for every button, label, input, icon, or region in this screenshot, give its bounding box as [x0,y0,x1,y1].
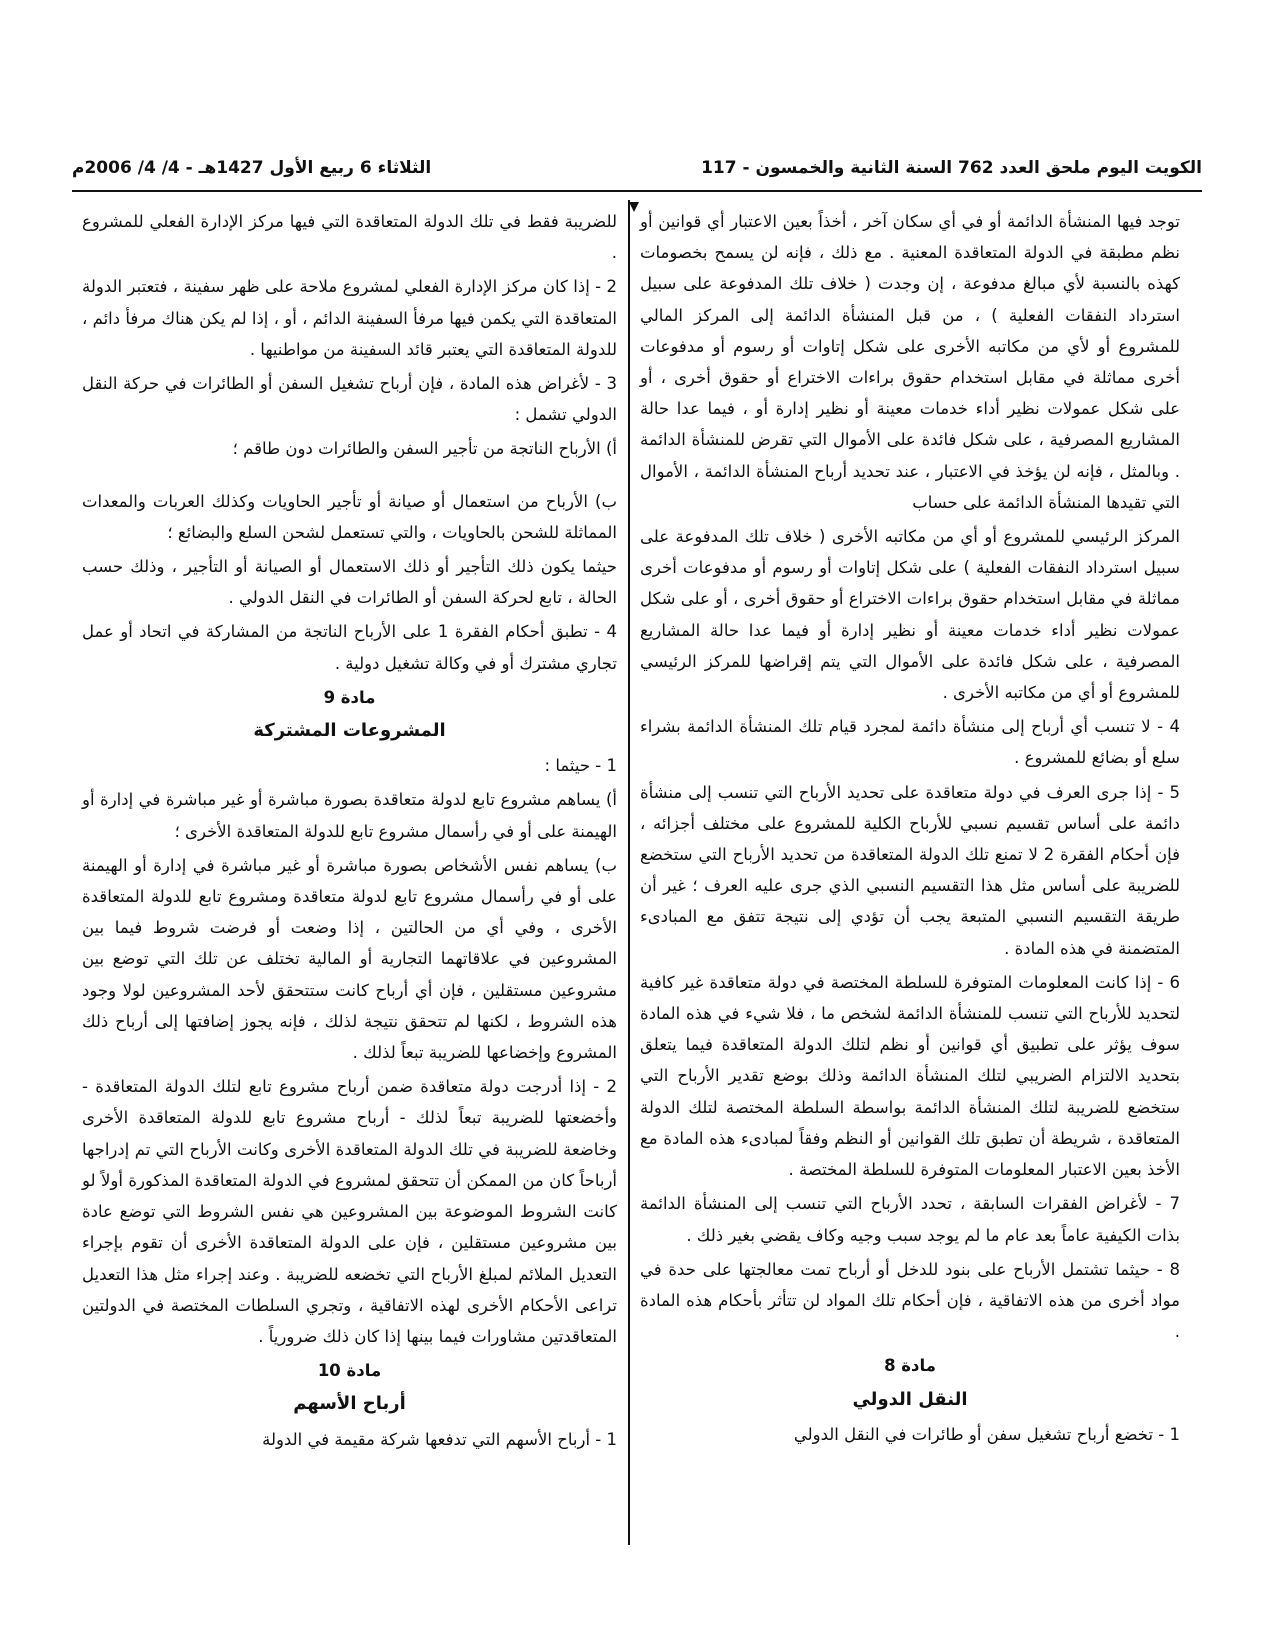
right-column [640,206,1180,1453]
divider-arrow-mark [628,200,640,212]
article-10-title: أرباح الأسهم [293,1393,406,1415]
header-right [701,158,1202,178]
page-number: 117 [701,158,737,178]
issue-date: الثلاثاء 6 ربيع الأول 1427هـ - 4/ 4/ 2006م [72,158,432,178]
left-paragraph: 3 - لأغراض هذه المادة ، فإن أرباح تشغيل السفن أو الطائرات في حركة النقل الدولي تشمل : [82,374,617,425]
article-9-paragraph: أ) يساهم مشروع تابع لدولة متعاقدة بصورة مباشرة أو غير مباشرة في إدارة أو الهيمنة على أو في رأسمال مشروع تابع للدولة المتعاقدة الأخرى ؛ [82,790,617,841]
right-paragraph: 4 - لا تنسب أي أرباح إلى منشأة دائمة لمجرد قيام تلك المنشأة الدائمة بشراء سلع أو بضائع للمشروع . [640,717,1180,768]
page-header [72,156,1202,192]
article-9-number: مادة 9 [323,687,376,707]
article-9-paragraph: ب) يساهم نفس الأشخاص بصورة مباشرة أو غير مباشرة في إدارة أو الهيمنة على أو في رأسمال مشروع تابع لدولة متعاقدة ومشروع تابع للدولة المتعاقدة الأخرى ، وفي أي من الحالتين ، إذا وضعت أو فرضت شروط فيما بين المشروعين في علاقاتهما التجارية أو المالية تختلف عن تلك التي توضع بين مشروعين مستقلين ، فإن أي أرباح كانت ستتحقق لأحد المشروعين لولا وجود هذه الشروط ، لكنها لم تتحقق نتيجة لذلك ، فإنه يجوز إضافتها إلى أرباح ذلك المشروع وإخضاعها للضريبة تبعاً لذلك . [82,855,617,1063]
right-paragraph: المركز الرئيسي للمشروع أو أي من مكاتبه الأخرى ( خلاف تلك المدفوعة على سبيل استرداد النفقات الفعلية ) على شكل إتاوات أو رسوم أو مدفوعات أخرى مماثلة في مقابل استخدام حقوق براءات الاختراع أو حقوق أخرى ، أو على شكل عمولات نظير أداء خدمات معينة أو نظير إدارة أو فيما عدا حالة المشاريع المصرفية ، على شكل فائدة على الأموال التي يتم إقراضها للمركز الرئيسي للمشروع أو أي من مكاتبه الأخرى . [640,527,1180,703]
right-paragraph: 5 - إذا جرى العرف في دولة متعاقدة على تحديد الأرباح التي تنسب إلى منشأة دائمة على أساس تقسيم نسبي للأرباح الكلية للمشروع على مختلف أجزائه ، فإن أحكام الفقرة 2 لا تمنع تلك الدولة المتعاقدة من تحديد الأرباح التي ستخضع للضريبة على أساس مثل هذا التقسيم النسبي الذي جرى عليه العرف ؛ غير أن طريقة التقسيم النسبي المتبعة يجب أن تؤدي إلى نتيجة تتفق مع المبادىء المتضمنة في هذه المادة . [640,782,1180,958]
left-paragraph: للضريبة فقط في تلك الدولة المتعاقدة التي فيها مركز الإدارة الفعلي للمشروع . [82,212,617,263]
article-10-first-line: 1 - أرباح الأسهم التي تدفعها شركة مقيمة في الدولة [262,1429,617,1449]
article-8-first-line: 1 - تخضع أرباح تشغيل سفن أو طائرات في النقل الدولي [793,1424,1180,1444]
article-8-number: مادة 8 [884,1356,936,1376]
left-paragraph: 4 - تطبق أحكام الفقرة 1 على الأرباح الناتجة من المشاركة في اتحاد أو عمل تجاري مشترك أو في وكالة تشغيل دولية . [82,622,617,673]
article-8-title: النقل الدولي [852,1388,968,1410]
left-paragraph: 2 - إذا كان مركز الإدارة الفعلي لمشروع ملاحة على ظهر سفينة ، فتعتبر الدولة المتعاقدة التي يكمن فيها مرفأ السفينة الدائم ، أو ، إذا لم يكن هناك مرفأ دائم ، للدولة المتعاقدة التي يعتبر قائد السفينة من مواطنيها . [82,277,617,359]
right-paragraph: 6 - إذا كانت المعلومات المتوفرة للسلطة المختصة في دولة متعاقدة غير كافية لتحديد للأرباح التي تنسب للمنشأة الدائمة لشخص ما ، فلا شيء في هذه المادة سوف يؤثر على تطبيق أي قوانين أو نظم لتلك الدولة المتعاقدة فيما يتعلق بتحديد الالتزام الضريبي لتلك المنشأة الدائمة وذلك بوضع تقدير الأرباح التي ستخضع للضريبة لتلك المنشأة الدائمة بواسطة السلطة المختصة لتلك الدولة المتعاقدة ، شريطة أن تطبق تلك القوانين أو النظم وفقاً لمبادىء هذه المادة مع الأخذ بعين الاعتبار المعلومات المتوفرة للسلطة المختصة . [640,972,1180,1180]
left-paragraph: حيثما يكون ذلك التأجير أو ذلك الاستعمال أو الصيانة أو التأجير ، وذلك حسب الحالة ، تابع لحركة السفن أو الطائرات في النقل الدولي . [82,557,617,608]
gazette-title: الكويت اليوم ملحق العدد 762 السنة الثانية والخمسون - [742,158,1202,178]
column-divider [628,200,630,1545]
spacer [82,468,617,486]
right-paragraph: 8 - حيثما تشتمل الأرباح على بنود للدخل أو أرباح تمت معالجتها على حدة في مواد أخرى من هذه الاتفاقية ، فإن أحكام تلك المواد لن تتأثر بأحكام هذه المادة . [640,1259,1180,1342]
left-paragraph: أ) الأرباح الناتجة من تأجير السفن والطائرات دون طاقم ؛ [232,439,617,459]
article-9-title: المشروعات المشتركة [253,720,446,742]
right-paragraph: 7 - لأغراض الفقرات السابقة ، تحدد الأرباح التي تنسب إلى المنشأة الدائمة بذات الكيفية عاماً بعد عام ما لم يوجد سبب وجيه وكاف يقضي بغير ذلك . [640,1194,1180,1245]
left-column [82,206,617,1458]
article-10-number: مادة 10 [317,1361,382,1381]
right-paragraph: توجد فيها المنشأة الدائمة أو في أي سكان آخر ، أخذاً بعين الاعتبار أي قوانين أو نظم مطبقة في الدولة المتعاقدة المعنية . مع ذلك ، فإنه لن يسمح بخصومات كهذه بالنسبة لأي مبالغ مدفوعة ، إن وجدت ( خلاف تلك المدفوعة على سبيل استرداد النفقات الفعلية ) ، من قبل المنشأة الدائمة إلى المركز المالي للمشروع أو لأي من مكاتبه الأخرى على شكل إتاوات أو رسوم أو مدفوعات أخرى مماثلة في مقابل استخدام حقوق براءات الاختراع أو حقوق أخرى ، أو على شكل عمولات نظير أداء خدمات معينة أو نظير إدارة أو ، فيما عدا حالة المشاريع المصرفية ، على شكل فائدة على الأموال التي تقرض للمنشأة الدائمة . وبالمثل ، فإنه لن يؤخذ في الاعتبار ، عند تحديد أرباح المنشأة الدائمة ، الأموال التي تقيدها المنشأة الدائمة على حساب [640,212,1180,512]
left-paragraph: ب) الأرباح من استعمال أو صيانة أو تأجير الحاويات وكذلك العربات والمعدات المماثلة للشحن بالحاويات ، والتي تستعمل لشحن السلع والبضائع ؛ [82,491,617,542]
article-9-paragraph: 1 - حيثما : [544,756,617,776]
article-9-paragraph: 2 - إذا أدرجت دولة متعاقدة ضمن أرباح مشروع تابع لتلك الدولة المتعاقدة - وأخضعتها للضريبة تبعاً لذلك - أرباح مشروع تابع للدولة المتعاقدة الأخرى وخاضعة للضريبة في تلك الدولة المتعاقدة الأخرى وكانت الأرباح التي تم إدراجها أرباحاً كان من الممكن أن تتحقق لمشروع في الدولة المتعاقدة المذكورة أولاً لو كانت الشروط الموضوعة بين المشروعين هي نفس الشروط التي توضع عادة بين مشروعين مستقلين ، فإن على الدولة المتعاقدة الأخرى أن تقوم بإجراء التعديل الملائم لمبلغ الأرباح التي تخضعه للضريبة . وعند إجراء مثل هذا التعديل تراعى الأحكام الأخرى لهذه الاتفاقية ، وتجري السلطات المختصة في الدولتين المتعاقدتين مشاورات فيما بينها إذا كان ذلك ضرورياً . [82,1077,617,1346]
